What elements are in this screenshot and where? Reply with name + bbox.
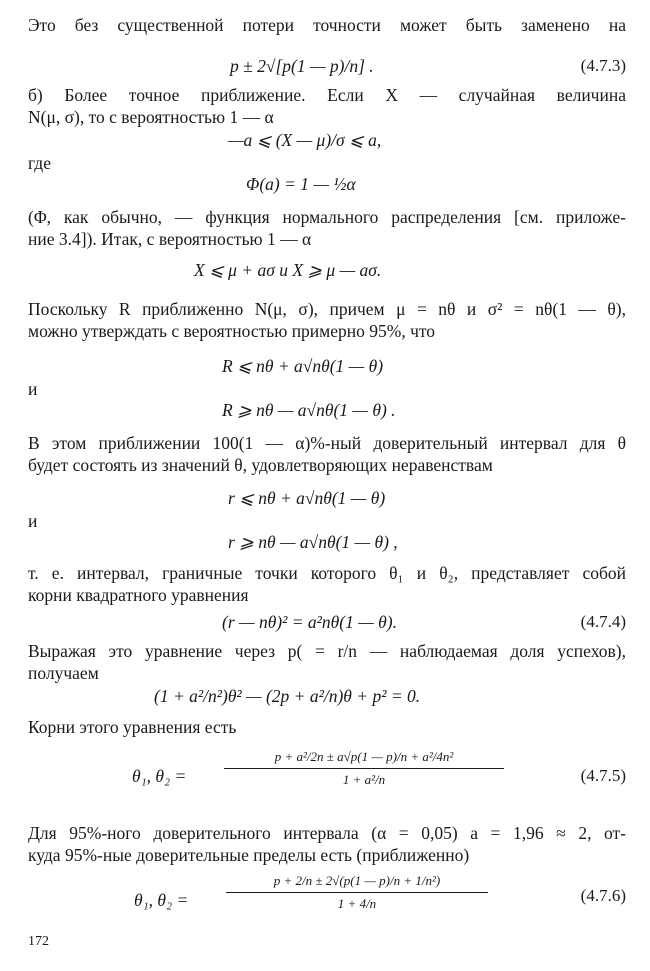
text-line: Поскольку R приближенно N(μ, σ), причем μ = nθ и σ² = nθ(1 — θ), [28, 299, 626, 319]
equation-number: (4.7.4) [580, 612, 626, 631]
equation-x-bounds: X ⩽ μ + aσ и X ⩾ μ — aσ. [194, 260, 382, 280]
page-number: 172 [28, 934, 49, 949]
fraction-numerator: p + 2/n ± 2√(p(1 — p)/n + 1/n²) [273, 873, 441, 888]
fraction-4-7-5 [224, 748, 504, 789]
fraction-numerator: p + a²/2n ± a√p(1 — p)/n + a²/4n² [274, 749, 454, 764]
fraction-denominator: 1 + 4/n [337, 896, 377, 911]
fraction-denominator: 1 + a²/n [342, 772, 386, 787]
text-line: В этом приближении 100(1 — α)%-ный доверительный интервал для θ [28, 433, 626, 453]
equation-r-lower: R ⩾ nθ — a√nθ(1 — θ) . [222, 400, 396, 420]
text-line: корни квадратного уравнения [28, 585, 249, 605]
text-line: получаем [28, 663, 99, 683]
equation-4-7-3: p ± 2√[p(1 — p)/n] . [230, 56, 374, 76]
text-line: Корни этого уравнения есть [28, 717, 237, 737]
text-line: б) Более точное приближение. Если X — случайная величина [28, 85, 626, 105]
text-line: т. е. интервал, граничные точки которого θ₁ и θ₂, представляет собой [28, 563, 626, 583]
text-line: Выражая это уравнение через p( = r/n — наблюдаемая доля успехов), [28, 641, 626, 661]
text-line: ние 3.4]). Итак, с вероятностью 1 — α [28, 229, 312, 249]
equation-phi: Φ(a) = 1 — ½α [246, 174, 356, 194]
equation-r-upper: R ⩽ nθ + a√nθ(1 — θ) [222, 356, 384, 376]
text-line: N(μ, σ), то с вероятностью 1 — α [28, 107, 274, 127]
text-line: Для 95%-ного доверительного интервала (α = 0,05) a = 1,96 ≈ 2, от- [28, 823, 626, 843]
equation-number: (4.7.5) [580, 766, 626, 785]
fraction-bar [224, 768, 504, 769]
text-line: (Φ, как обычно, — функция нормального распределения [см. приложе- [28, 207, 626, 227]
text-line: можно утверждать с вероятностью примерно 95%, что [28, 321, 436, 341]
equation-4-7-5-lhs: θ₁, θ₂ = [132, 766, 187, 786]
equation-4-7-4: (r — nθ)² = a²nθ(1 — θ). [222, 612, 397, 632]
text-line: где [28, 153, 51, 173]
text-line: куда 95%-ные доверительные пределы есть (приближенно) [28, 845, 470, 865]
text-line: Это без существенной потери точности может быть заменено на [28, 15, 626, 35]
equation-4-7-6-lhs: θ₁, θ₂ = [134, 890, 189, 910]
equation-number: (4.7.6) [580, 886, 626, 905]
fraction-4-7-6 [226, 872, 488, 913]
text-line: и [28, 379, 38, 399]
fraction-bar [226, 892, 488, 893]
text-line: и [28, 511, 38, 531]
equation-inequality: —a ⩽ (X — μ)/σ ⩽ a, [228, 130, 382, 150]
equation-r-small-lower: r ⩾ nθ — a√nθ(1 — θ) , [228, 532, 398, 552]
equation-r-small-upper: r ⩽ nθ + a√nθ(1 — θ) [228, 488, 386, 508]
equation-quadratic: (1 + a²/n²)θ² — (2p + a²/n)θ + p² = 0. [154, 686, 421, 706]
equation-number: (4.7.3) [580, 56, 626, 75]
text-line: будет состоять из значений θ, удовлетворяющих неравенствам [28, 455, 493, 475]
